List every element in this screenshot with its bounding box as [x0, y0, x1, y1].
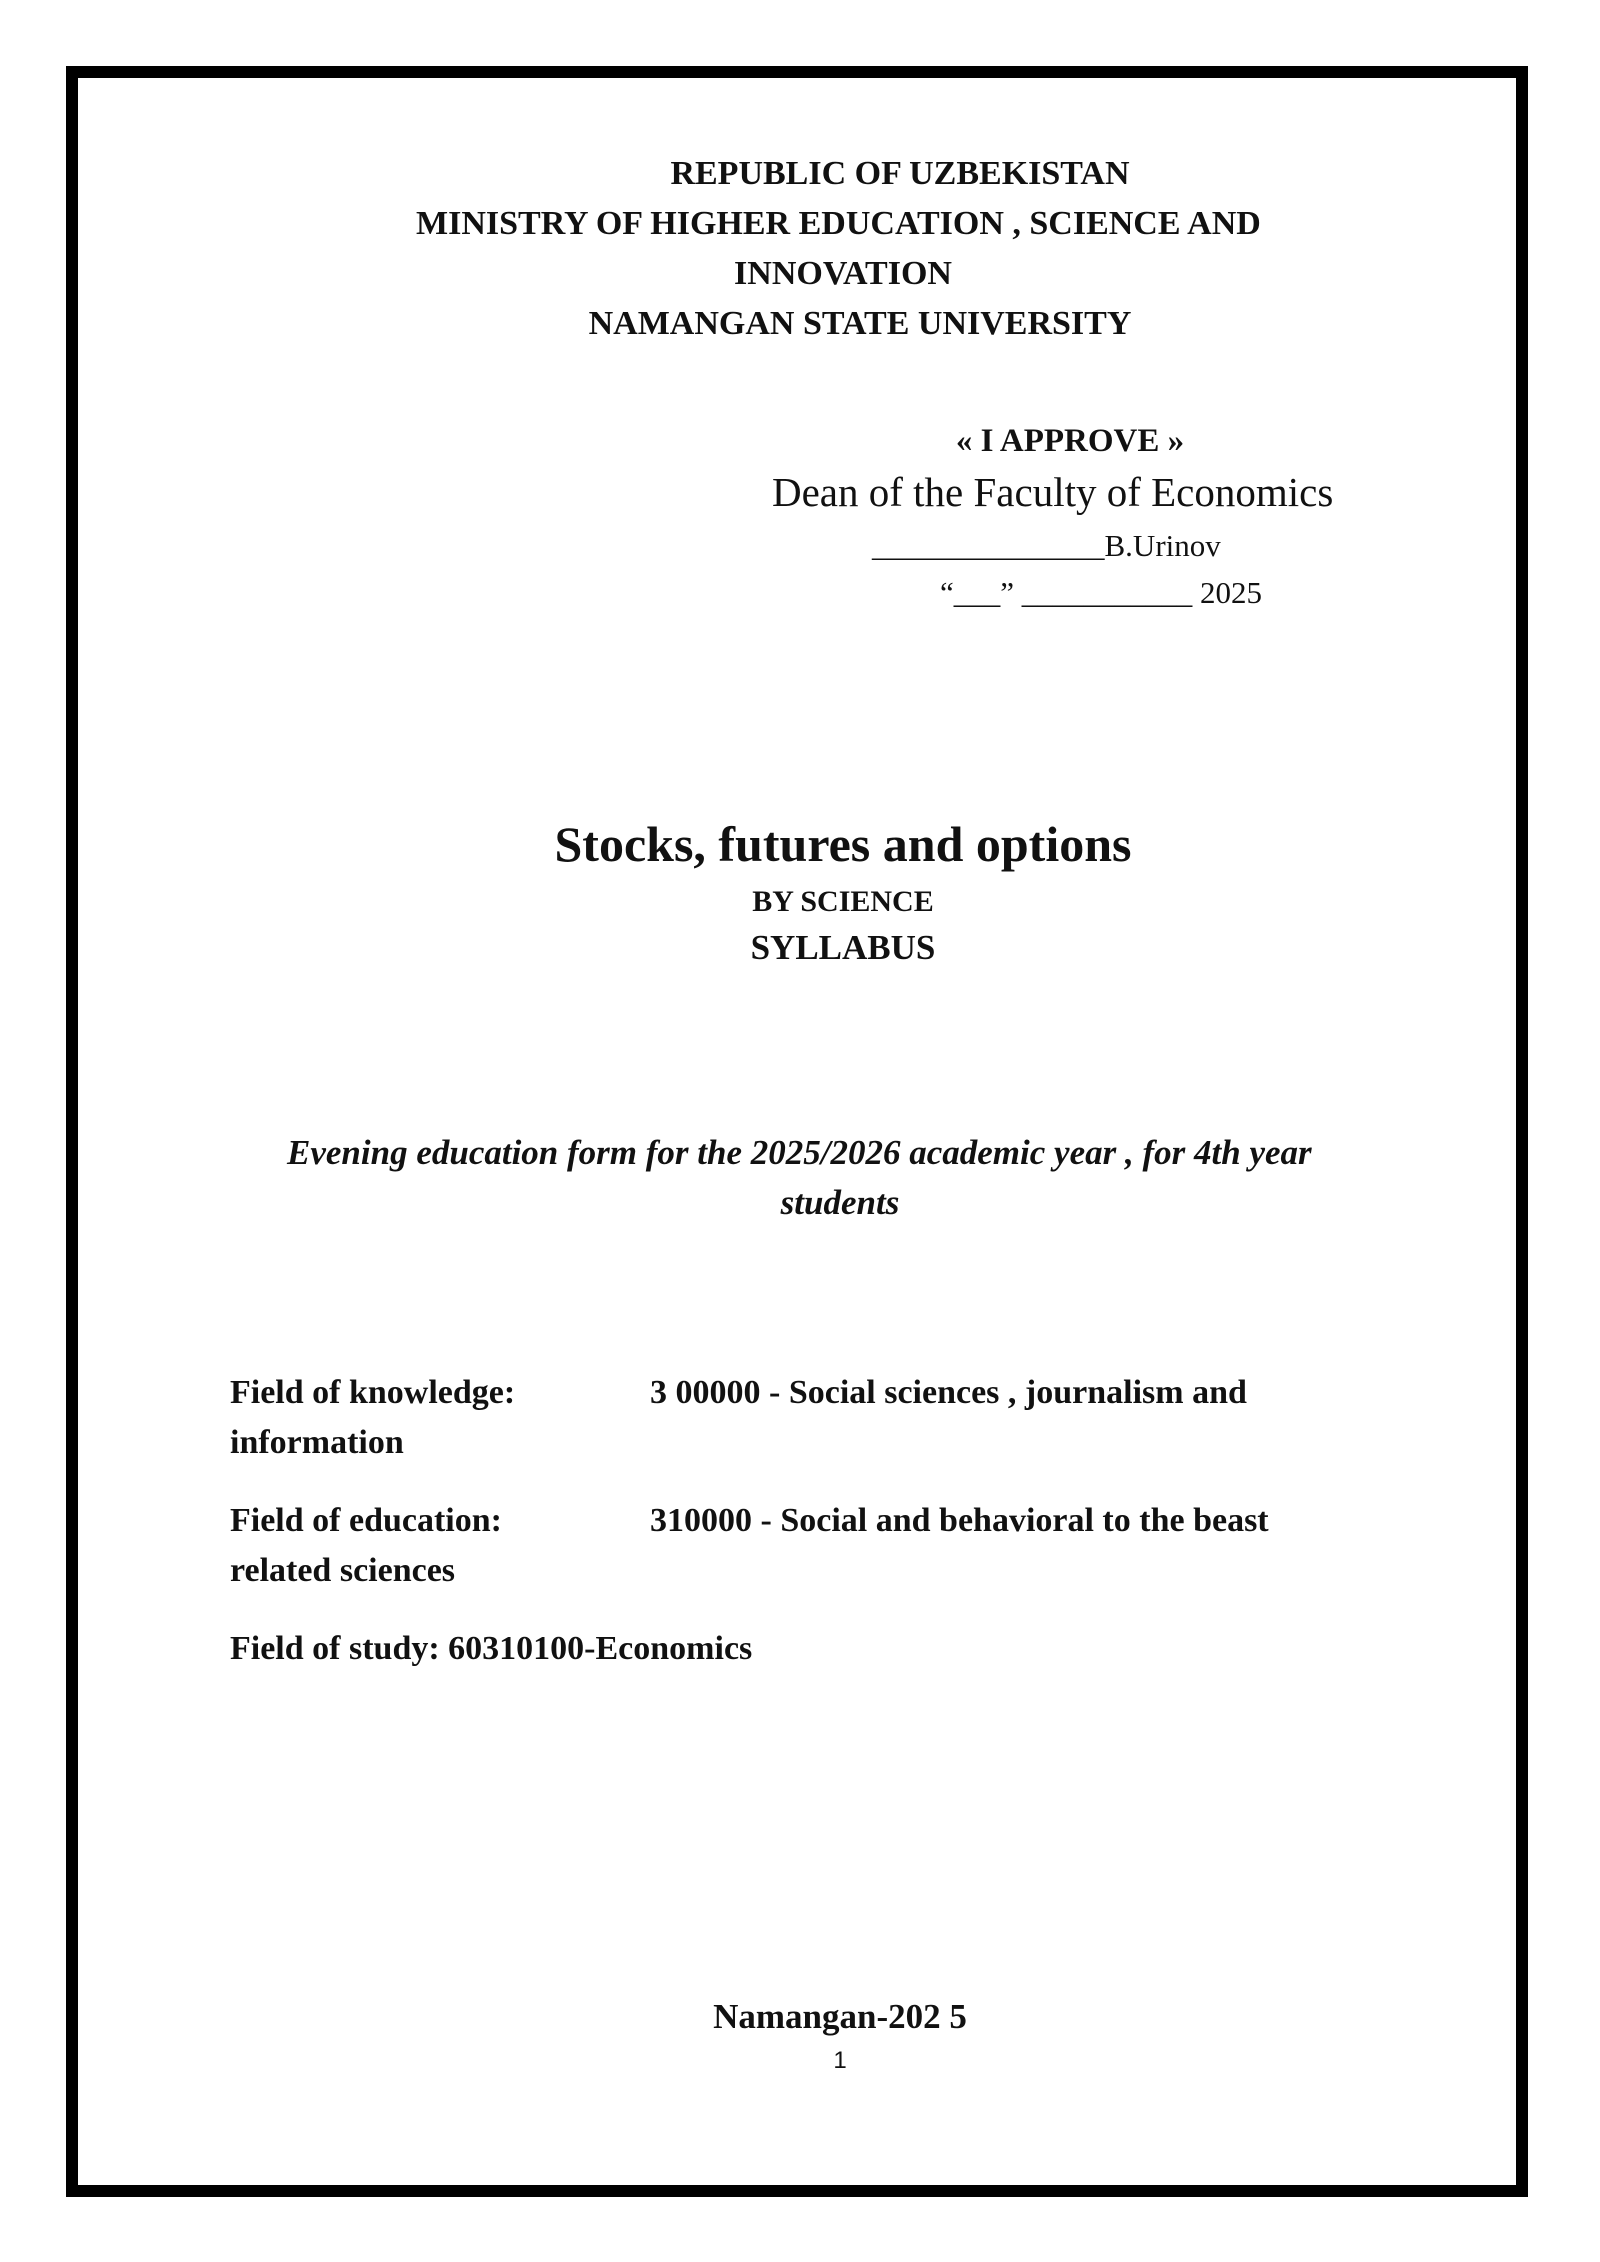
- education-form: Evening education form for the 2025/2026 academic year , for 4th year: [287, 1133, 1312, 1172]
- field-study: Field of study: 60310100-Economics: [230, 1630, 753, 1667]
- approval-position: Dean of the Faculty of Economics: [772, 469, 1334, 515]
- field-education-label: Field of education:: [230, 1502, 502, 1539]
- header-country: REPUBLIC OF UZBEKISTAN: [670, 155, 1130, 192]
- page-number: 1: [833, 2047, 847, 2074]
- page-border: [66, 66, 1528, 2197]
- header-ministry: MINISTRY OF HIGHER EDUCATION , SCIENCE AND: [416, 205, 1261, 242]
- subject-by-science: BY SCIENCE: [752, 885, 934, 918]
- approval-title: « I APPROVE »: [955, 423, 1185, 459]
- subject-title: Stocks, futures and options: [554, 816, 1132, 872]
- approval-signature-line: _______________B.Urinov: [872, 528, 1221, 563]
- field-education-value: 310000 - Social and behavioral to the beast: [650, 1502, 1269, 1539]
- field-knowledge-label: Field of knowledge:: [230, 1374, 516, 1411]
- education-form-cont: students: [780, 1183, 900, 1222]
- approval-date-line: “___” ___________ 2025: [940, 575, 1263, 610]
- city-year: Namangan-202 5: [713, 1997, 967, 2036]
- header-ministry-cont: INNOVATION: [734, 255, 952, 292]
- field-education-cont: related sciences: [230, 1552, 456, 1589]
- header-university: NAMANGAN STATE UNIVERSITY: [588, 305, 1132, 342]
- document-type: SYLLABUS: [750, 928, 936, 967]
- field-knowledge-value: 3 00000 - Social sciences , journalism and: [650, 1374, 1247, 1411]
- field-knowledge-cont: information: [230, 1424, 404, 1461]
